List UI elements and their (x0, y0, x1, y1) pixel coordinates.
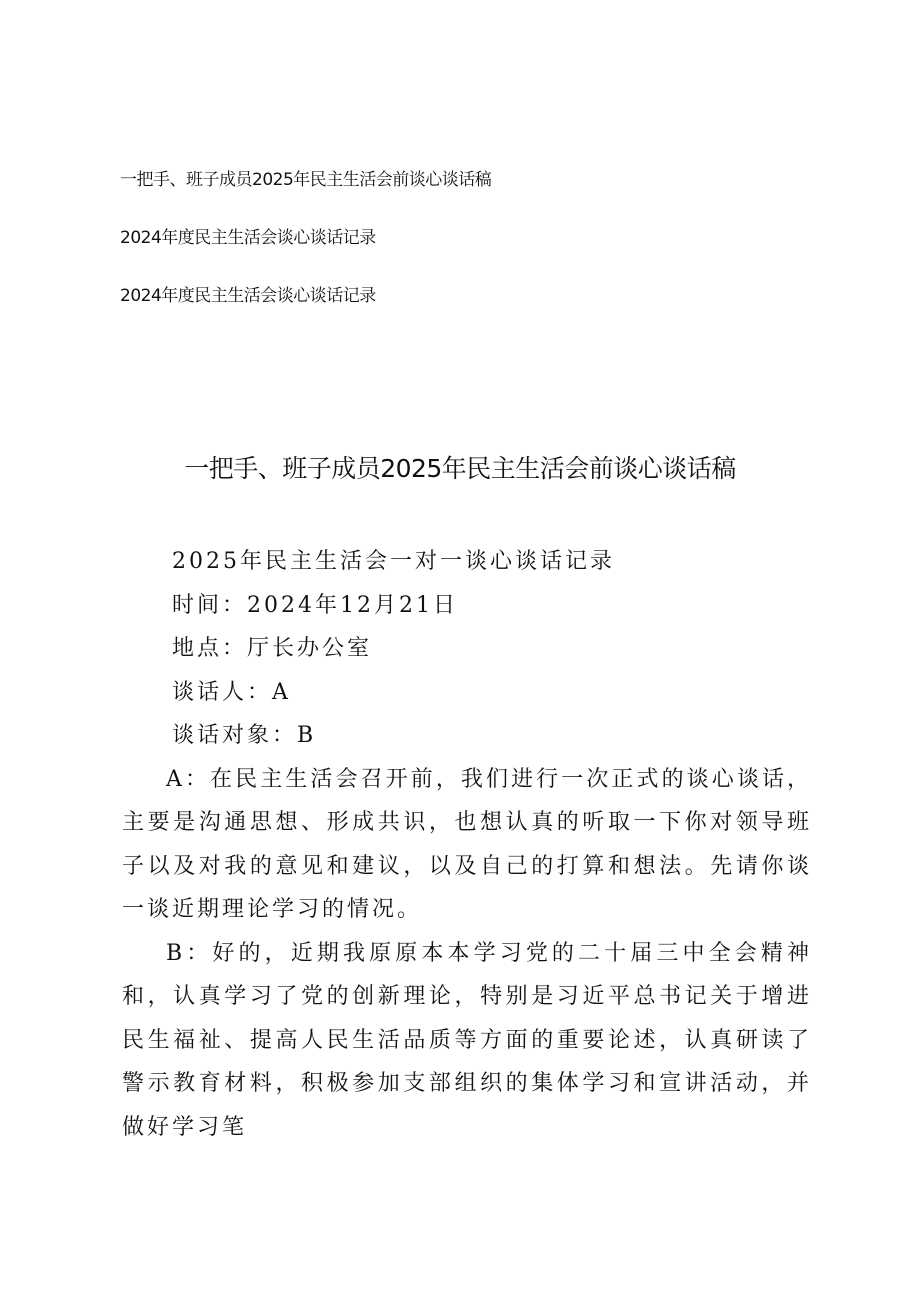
toc-item[interactable]: 2024年度民主生活会谈心谈话记录 (120, 228, 376, 248)
record-time: 时间：2024年12月21日 (172, 592, 458, 618)
paragraph: A：在民主生活会召开前，我们进行一次正式的谈心谈话，主要是沟通思想、形成共识，也想认真的听取一下你对领导班子以及对我的意见和建议，以及自己的打算和想法。先请你谈一谈近期理论学习的情况。 (122, 766, 812, 922)
record-target: 谈话对象：B (172, 723, 317, 748)
toc-item[interactable]: 2024年度民主生活会谈心谈话记录 (120, 286, 376, 306)
toc-item[interactable]: 一把手、班子成员2025年民主生活会前谈心谈话稿 (120, 170, 492, 190)
document-title: 一把手、班子成员2025年民主生活会前谈心谈话稿 (184, 454, 736, 483)
record-speaker: 谈话人：A (172, 679, 291, 705)
paragraph: B：好的，近期我原原本本学习党的二十届三中全会精神和，认真学习了党的创新理论，特别是习近平总书记关于增进民生福祉、提高人民生活品质等方面的重要论述，认真研读了警示教育材料，积极参加支部组织的集体学习和宣讲活动，并做好学习笔 (122, 940, 812, 1140)
record-place: 地点：厅长办公室 (172, 636, 373, 661)
record-heading: 2025年民主生活会一对一谈心谈话记录 (172, 549, 615, 574)
document-body (122, 540, 812, 1149)
table-of-contents (120, 168, 491, 342)
